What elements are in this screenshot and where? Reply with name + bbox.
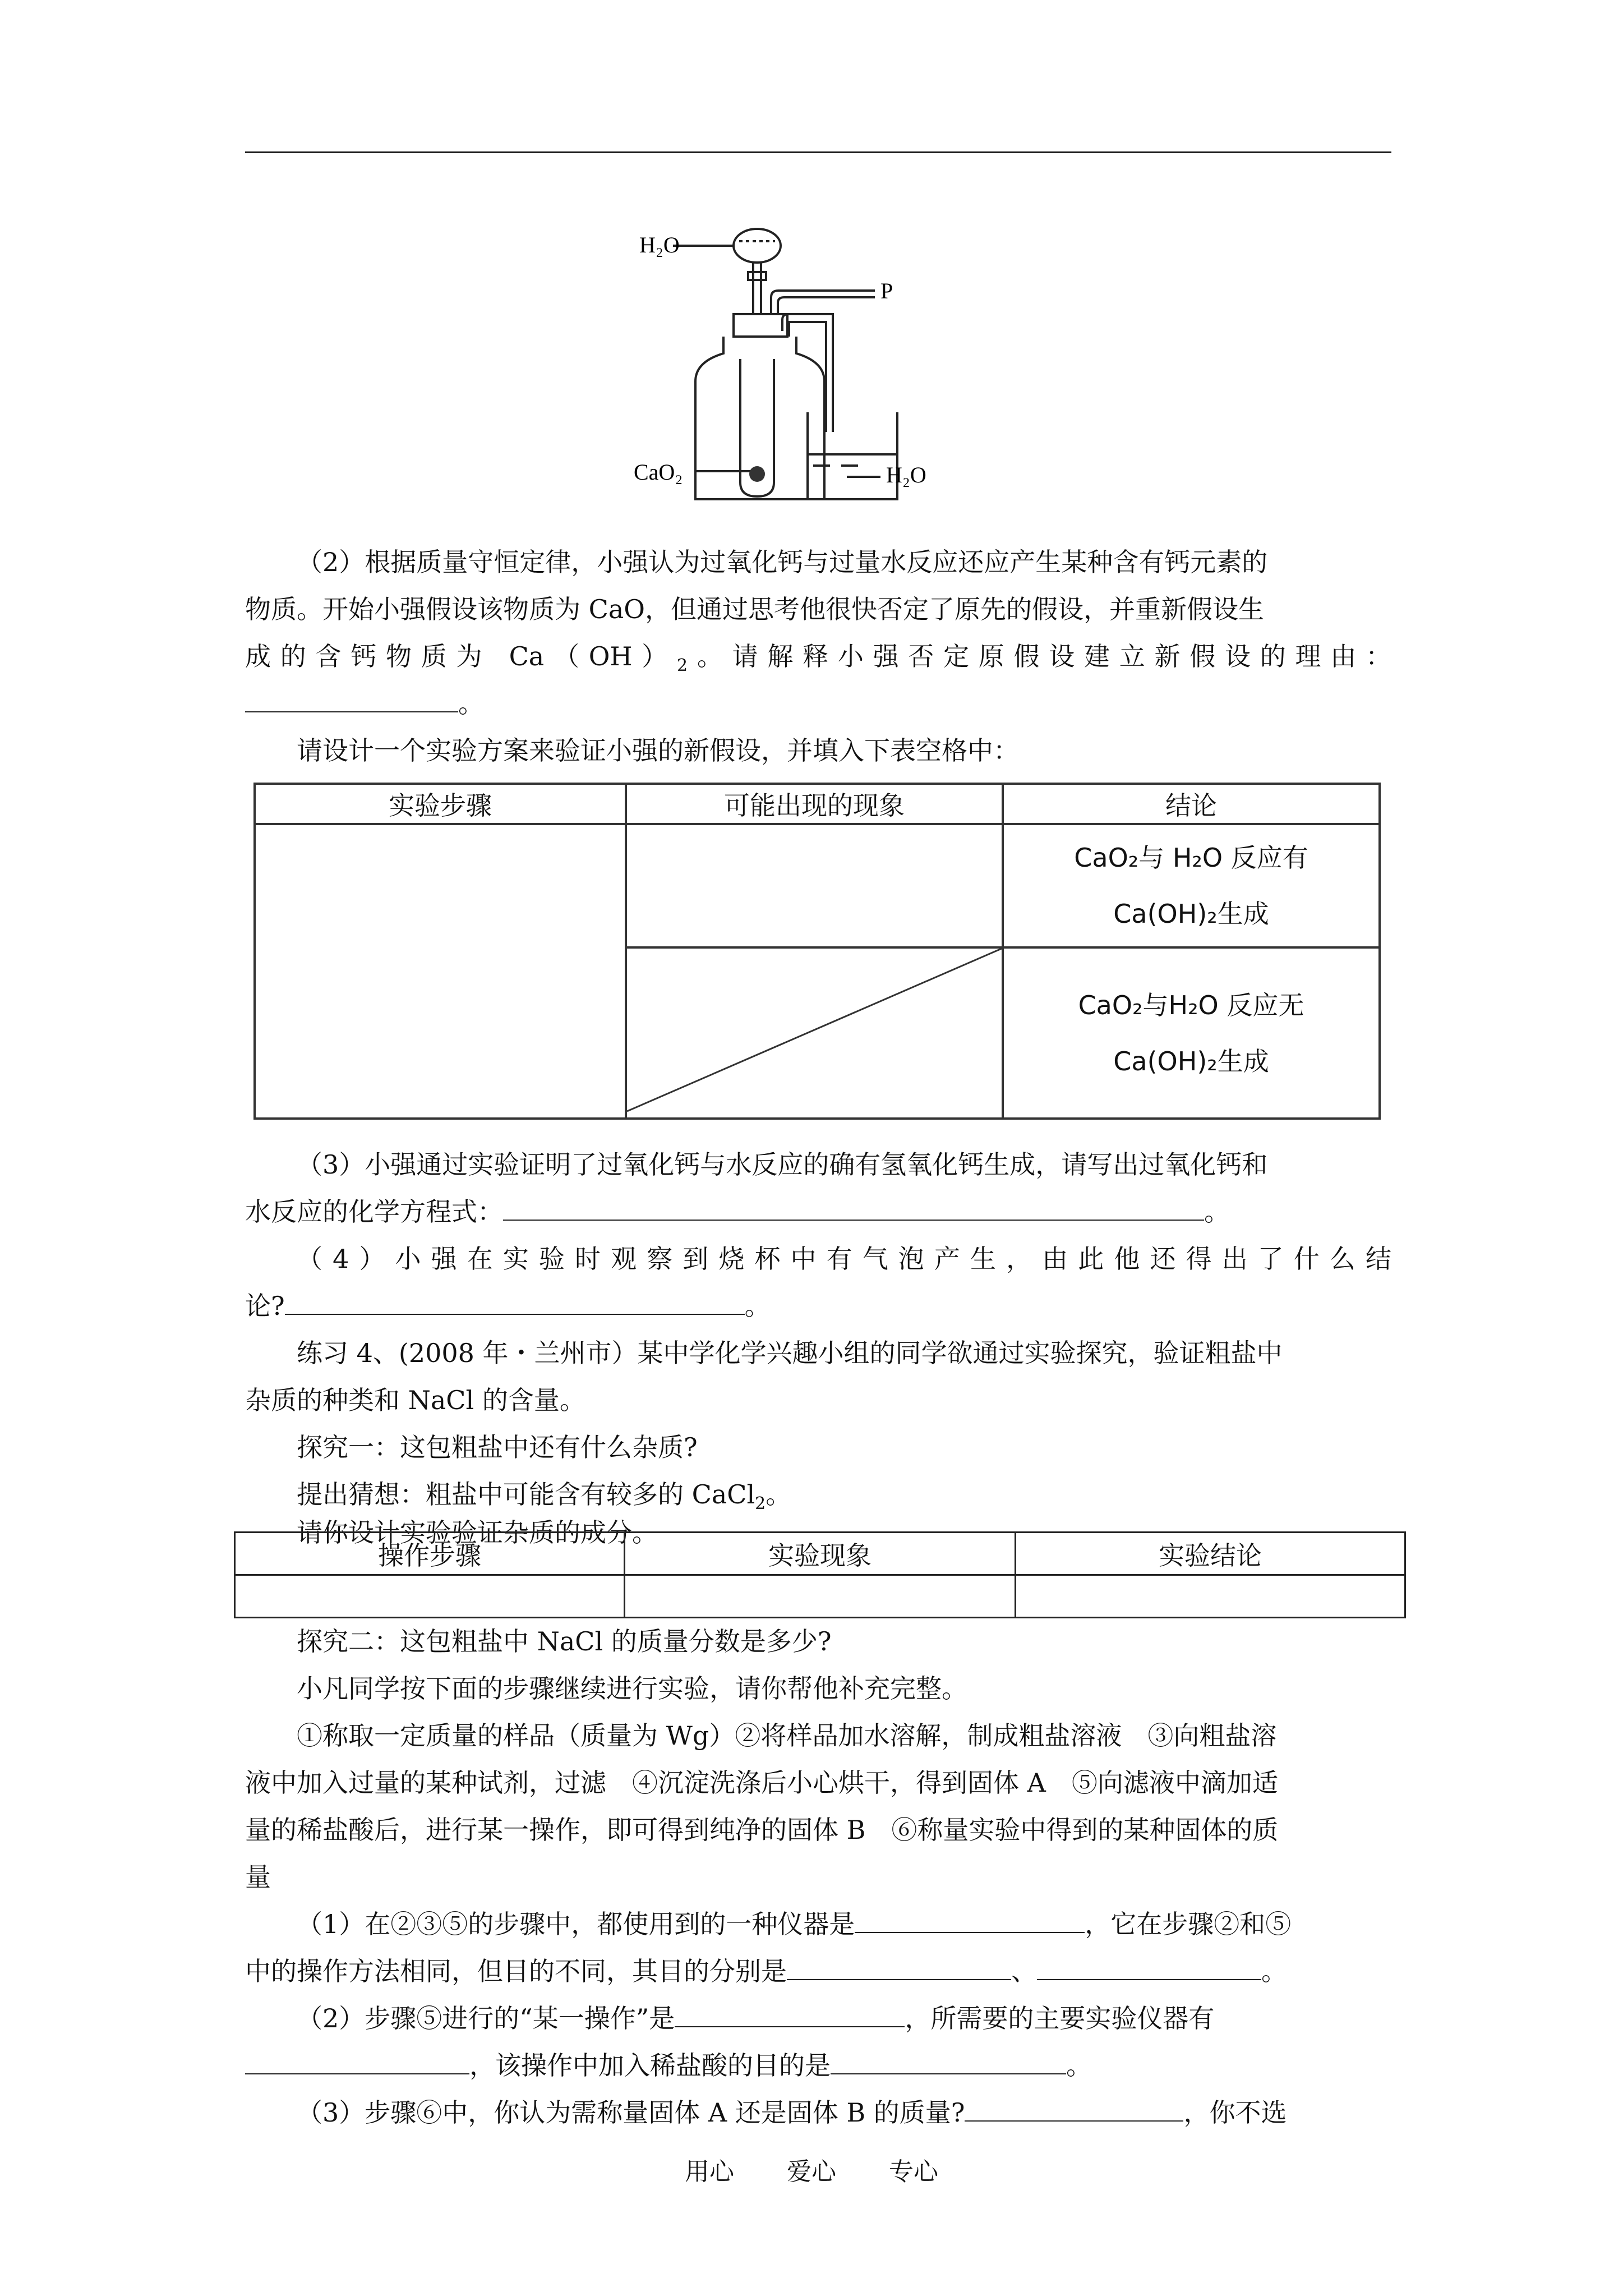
footer-word: 用心 bbox=[685, 2157, 734, 2186]
conclusion-2a: CaO₂与H₂O 反应无 bbox=[1078, 990, 1304, 1020]
section-4-line2 bbox=[245, 1282, 1391, 1329]
equation-blank[interactable] bbox=[503, 1194, 1204, 1221]
answer-cell[interactable] bbox=[235, 1575, 625, 1618]
design-prompt: 请你设计实验验证杂质的成分。 bbox=[297, 1517, 658, 1548]
cao2-label: CaO₂ bbox=[634, 459, 683, 485]
hypothesis-sub: 2 bbox=[755, 1494, 766, 1514]
section-2-line4 bbox=[245, 680, 1391, 727]
steps-line1: ①称取一定质量的样品（质量为 Wg）②将样品加水溶解，制成粗盐溶液 ③向粗盐溶 bbox=[297, 1720, 1277, 1751]
conclusion-cell bbox=[1003, 824, 1380, 947]
exercise4-line1: 练习 4、(2008 年・兰州市）某中学化学兴趣小组的同学欲通过实验探究，验证粗盐中 bbox=[297, 1338, 1283, 1368]
q3-text: （3）步骤⑥中，你认为需称量固体 A 还是固体 B 的质量? bbox=[297, 2097, 965, 2128]
q1-text: 中的操作方法相同，但目的不同，其目的分别是 bbox=[245, 1956, 787, 1986]
experiment-design-table bbox=[253, 783, 1381, 1120]
question-3-line1 bbox=[245, 2089, 1391, 2136]
solid-choice-blank[interactable] bbox=[965, 2095, 1183, 2122]
footer-word: 爱心 bbox=[787, 2157, 836, 2186]
line-start: 论? bbox=[245, 1291, 285, 1321]
table2-header: 操作步骤 bbox=[235, 1533, 625, 1575]
purpose-blank-2[interactable] bbox=[1037, 1953, 1261, 1980]
conclusion-cell bbox=[1003, 947, 1380, 1119]
acid-purpose-blank[interactable] bbox=[831, 2047, 1066, 2074]
apparatus-diagram bbox=[634, 219, 1088, 510]
q2-text: （2）步骤⑤进行的“某一操作”是 bbox=[297, 2003, 675, 2033]
question-1-line1 bbox=[245, 1901, 1391, 1948]
inquiry2-intro: 小凡同学按下面的步骤继续进行实验，请你帮他补充完整。 bbox=[297, 1673, 967, 1704]
table1-header: 可能出现的现象 bbox=[626, 784, 1003, 824]
line-start: 水反应的化学方程式： bbox=[245, 1197, 503, 1227]
section-2-line5: 请设计一个实验方案来验证小强的新假设，并填入下表空格中： bbox=[297, 735, 1019, 766]
q2-text: ，该操作中加入稀盐酸的目的是 bbox=[469, 2050, 831, 2081]
steps-line4: 量 bbox=[245, 1862, 271, 1892]
phenomenon-crossed-cell bbox=[626, 947, 1003, 1119]
footer-word: 专心 bbox=[889, 2157, 938, 2186]
inquiry2-title: 探究二：这包粗盐中 NaCl 的质量分数是多少? bbox=[297, 1626, 832, 1657]
q2-text: 。 bbox=[1066, 2050, 1092, 2081]
q2-text: ，所需要的主要实验仪器有 bbox=[905, 2003, 1215, 2033]
table1-header: 实验步骤 bbox=[255, 784, 626, 824]
page-footer bbox=[0, 2151, 1623, 2187]
operation-blank[interactable] bbox=[675, 2000, 905, 2027]
diagonal-line bbox=[627, 949, 1002, 1111]
q3-text: ，你不选 bbox=[1183, 2097, 1287, 2128]
answer-cell[interactable] bbox=[624, 1575, 1015, 1618]
q1-text: 。 bbox=[1261, 1956, 1287, 1986]
h2o-beaker-label: H₂O bbox=[886, 462, 926, 487]
section-2-line2: 物质。开始小强假设该物质为 CaO，但通过思考他很快否定了原先的假设，并重新假设生 bbox=[245, 594, 1264, 624]
table1-header: 结论 bbox=[1003, 784, 1380, 824]
section-4-line1: （4）小强在实验时观察到烧杯中有气泡产生，由此他还得出了什么结 bbox=[297, 1244, 1391, 1274]
question-2-line2 bbox=[245, 2042, 1391, 2089]
conclusion-1a: CaO₂与 H₂O 反应有 bbox=[1074, 843, 1308, 873]
section-2-line3a: 成的含钙物质为 Ca（OH） bbox=[245, 641, 677, 671]
h2o-top-label: H₂O bbox=[639, 232, 680, 257]
conclusion-blank[interactable] bbox=[285, 1288, 745, 1315]
section-2-line1: （2）根据质量守恒定律，小强认为过氧化钙与过量水反应还应产生某种含有钙元素的 bbox=[297, 547, 1268, 577]
line-end: 。 bbox=[744, 1291, 771, 1321]
section-2-line3b: 。请解释小强否定原假设建立新假设的理由： bbox=[688, 641, 1392, 671]
q1-text: （1）在②③⑤的步骤中，都使用到的一种仪器是 bbox=[297, 1909, 855, 1939]
q1-text: ，它在步骤②和⑤ bbox=[1085, 1909, 1292, 1939]
p-label: P bbox=[880, 278, 893, 303]
header-rule bbox=[245, 151, 1391, 153]
question-2-line1 bbox=[245, 1995, 1391, 2042]
conclusion-2b: Ca(OH)₂生成 bbox=[1113, 1046, 1269, 1076]
table2-header: 实验现象 bbox=[624, 1533, 1015, 1575]
q1-text: 、 bbox=[1011, 1956, 1037, 1986]
section-2-line3-sub: 2 bbox=[677, 656, 688, 676]
question-1-line2 bbox=[245, 1948, 1391, 1995]
section-3-line2 bbox=[245, 1188, 1391, 1235]
hypothesis-end: 。 bbox=[766, 1479, 792, 1510]
inquiry1-title: 探究一：这包粗盐中还有什么杂质? bbox=[297, 1432, 698, 1462]
instruments-blank[interactable] bbox=[245, 2047, 469, 2074]
answer-blank[interactable] bbox=[245, 685, 458, 712]
answer-cell[interactable] bbox=[1016, 1575, 1405, 1618]
exercise4-line2: 杂质的种类和 NaCl 的含量。 bbox=[245, 1385, 585, 1415]
steps-cell[interactable] bbox=[255, 824, 626, 1119]
conclusion-1b: Ca(OH)₂生成 bbox=[1113, 899, 1269, 929]
section-3-line1: （3）小强通过实验证明了过氧化钙与水反应的确有氢氧化钙生成，请写出过氧化钙和 bbox=[297, 1149, 1268, 1180]
steps-line2: 液中加入过量的某种试剂，过滤 ④沉淀洗涤后小心烘干，得到固体 A ⑤向滤液中滴加适 bbox=[245, 1768, 1278, 1798]
steps-line3: 量的稀盐酸后，进行某一操作，即可得到纯净的固体 B ⑥称量实验中得到的某种固体的质 bbox=[245, 1815, 1279, 1845]
phenomenon-cell[interactable] bbox=[626, 824, 1003, 947]
hypothesis-text: 提出猜想：粗盐中可能含有较多的 CaCl bbox=[297, 1479, 755, 1510]
line-end: 。 bbox=[458, 688, 484, 719]
instrument-blank[interactable] bbox=[855, 1906, 1085, 1933]
impurity-table bbox=[234, 1531, 1406, 1618]
table2-header: 实验结论 bbox=[1016, 1533, 1405, 1575]
purpose-blank-1[interactable] bbox=[787, 1953, 1011, 1980]
line-end: 。 bbox=[1204, 1197, 1230, 1227]
